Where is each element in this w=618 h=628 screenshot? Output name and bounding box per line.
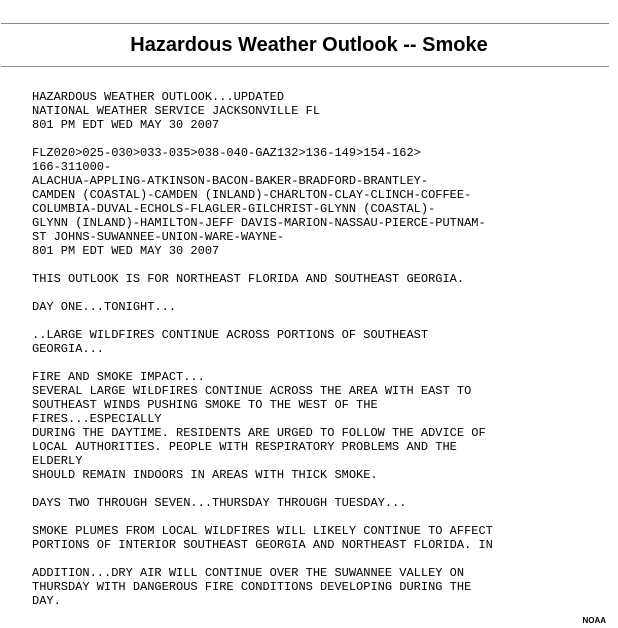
bulletin-line: GLYNN (INLAND)-HAMILTON-JEFF DAVIS-MARION-NASSAU-PIERCE-PUTNAM- [32,216,486,230]
bulletin-paragraph [32,566,592,608]
credit-label: NOAA [582,616,606,625]
top-divider [1,23,609,24]
bulletin-line: HAZARDOUS WEATHER OUTLOOK...UPDATED [32,90,285,104]
bulletin-paragraph [32,90,592,132]
page-title: Hazardous Weather Outlook -- Smoke [130,34,488,56]
bulletin-paragraph [32,370,592,482]
bulletin-line: DAY. [32,594,61,608]
bulletin-line: DAY ONE...TONIGHT... [32,300,177,314]
bulletin-line: SOUTHEAST WINDS PUSHING SMOKE TO THE WEST OF THE [32,398,378,412]
bulletin-line: ST JOHNS-SUWANNEE-UNION-WARE-WAYNE- [32,230,285,244]
bulletin-paragraph [32,496,592,510]
bulletin-line: THURSDAY WITH DANGEROUS FIRE CONDITIONS DEVELOPING DURING THE [32,580,472,594]
bulletin-paragraph [32,146,592,258]
bulletin-line: ELDERLY [32,454,83,468]
bulletin-line: COLUMBIA-DUVAL-ECHOLS-FLAGLER-GILCHRIST-GLYNN (COASTAL)- [32,202,436,216]
bulletin-paragraph [32,272,592,286]
bulletin-line: SHOULD REMAIN INDOORS IN AREAS WITH THICK SMOKE. [32,468,378,482]
bulletin-paragraph [32,300,592,314]
bulletin-line: ALACHUA-APPLING-ATKINSON-BACON-BAKER-BRADFORD-BRANTLEY- [32,174,429,188]
bulletin-line: CAMDEN (COASTAL)-CAMDEN (INLAND)-CHARLTON-CLAY-CLINCH-COFFEE- [32,188,472,202]
bulletin-line: LOCAL AUTHORITIES. PEOPLE WITH RESPIRATORY PROBLEMS AND THE [32,440,457,454]
bulletin-paragraph [32,524,592,552]
bulletin-line: 801 PM EDT WED MAY 30 2007 [32,244,220,258]
bulletin-line: FLZ020>025-030>033-035>038-040-GAZ132>136-149>154-162> [32,146,421,160]
bulletin-line: NATIONAL WEATHER SERVICE JACKSONVILLE FL [32,104,321,118]
weather-bulletin [32,90,592,608]
bulletin-line: ADDITION...DRY AIR WILL CONTINUE OVER THE SUWANNEE VALLEY ON [32,566,465,580]
bulletin-line: SEVERAL LARGE WILDFIRES CONTINUE ACROSS THE AREA WITH EAST TO [32,384,472,398]
bulletin-line: FIRE AND SMOKE IMPACT... [32,370,205,384]
bulletin-line: DURING THE DAYTIME. RESIDENTS ARE URGED TO FOLLOW THE ADVICE OF [32,426,486,440]
bottom-divider [1,66,609,67]
bulletin-line: 801 PM EDT WED MAY 30 2007 [32,118,220,132]
bulletin-line: ..LARGE WILDFIRES CONTINUE ACROSS PORTIONS OF SOUTHEAST [32,328,429,342]
bulletin-line: GEORGIA... [32,342,105,356]
bulletin-line: THIS OUTLOOK IS FOR NORTHEAST FLORIDA AND SOUTHEAST GEORGIA. [32,272,465,286]
bulletin-line: SMOKE PLUMES FROM LOCAL WILDFIRES WILL LIKELY CONTINUE TO AFFECT [32,524,493,538]
bulletin-line: 166-311000- [32,160,112,174]
bulletin-line: PORTIONS OF INTERIOR SOUTHEAST GEORGIA AND NORTHEAST FLORIDA. IN [32,538,493,552]
bulletin-line: DAYS TWO THROUGH SEVEN...THURSDAY THROUGH TUESDAY... [32,496,407,510]
bulletin-paragraph [32,328,592,356]
bulletin-line: FIRES...ESPECIALLY [32,412,162,426]
